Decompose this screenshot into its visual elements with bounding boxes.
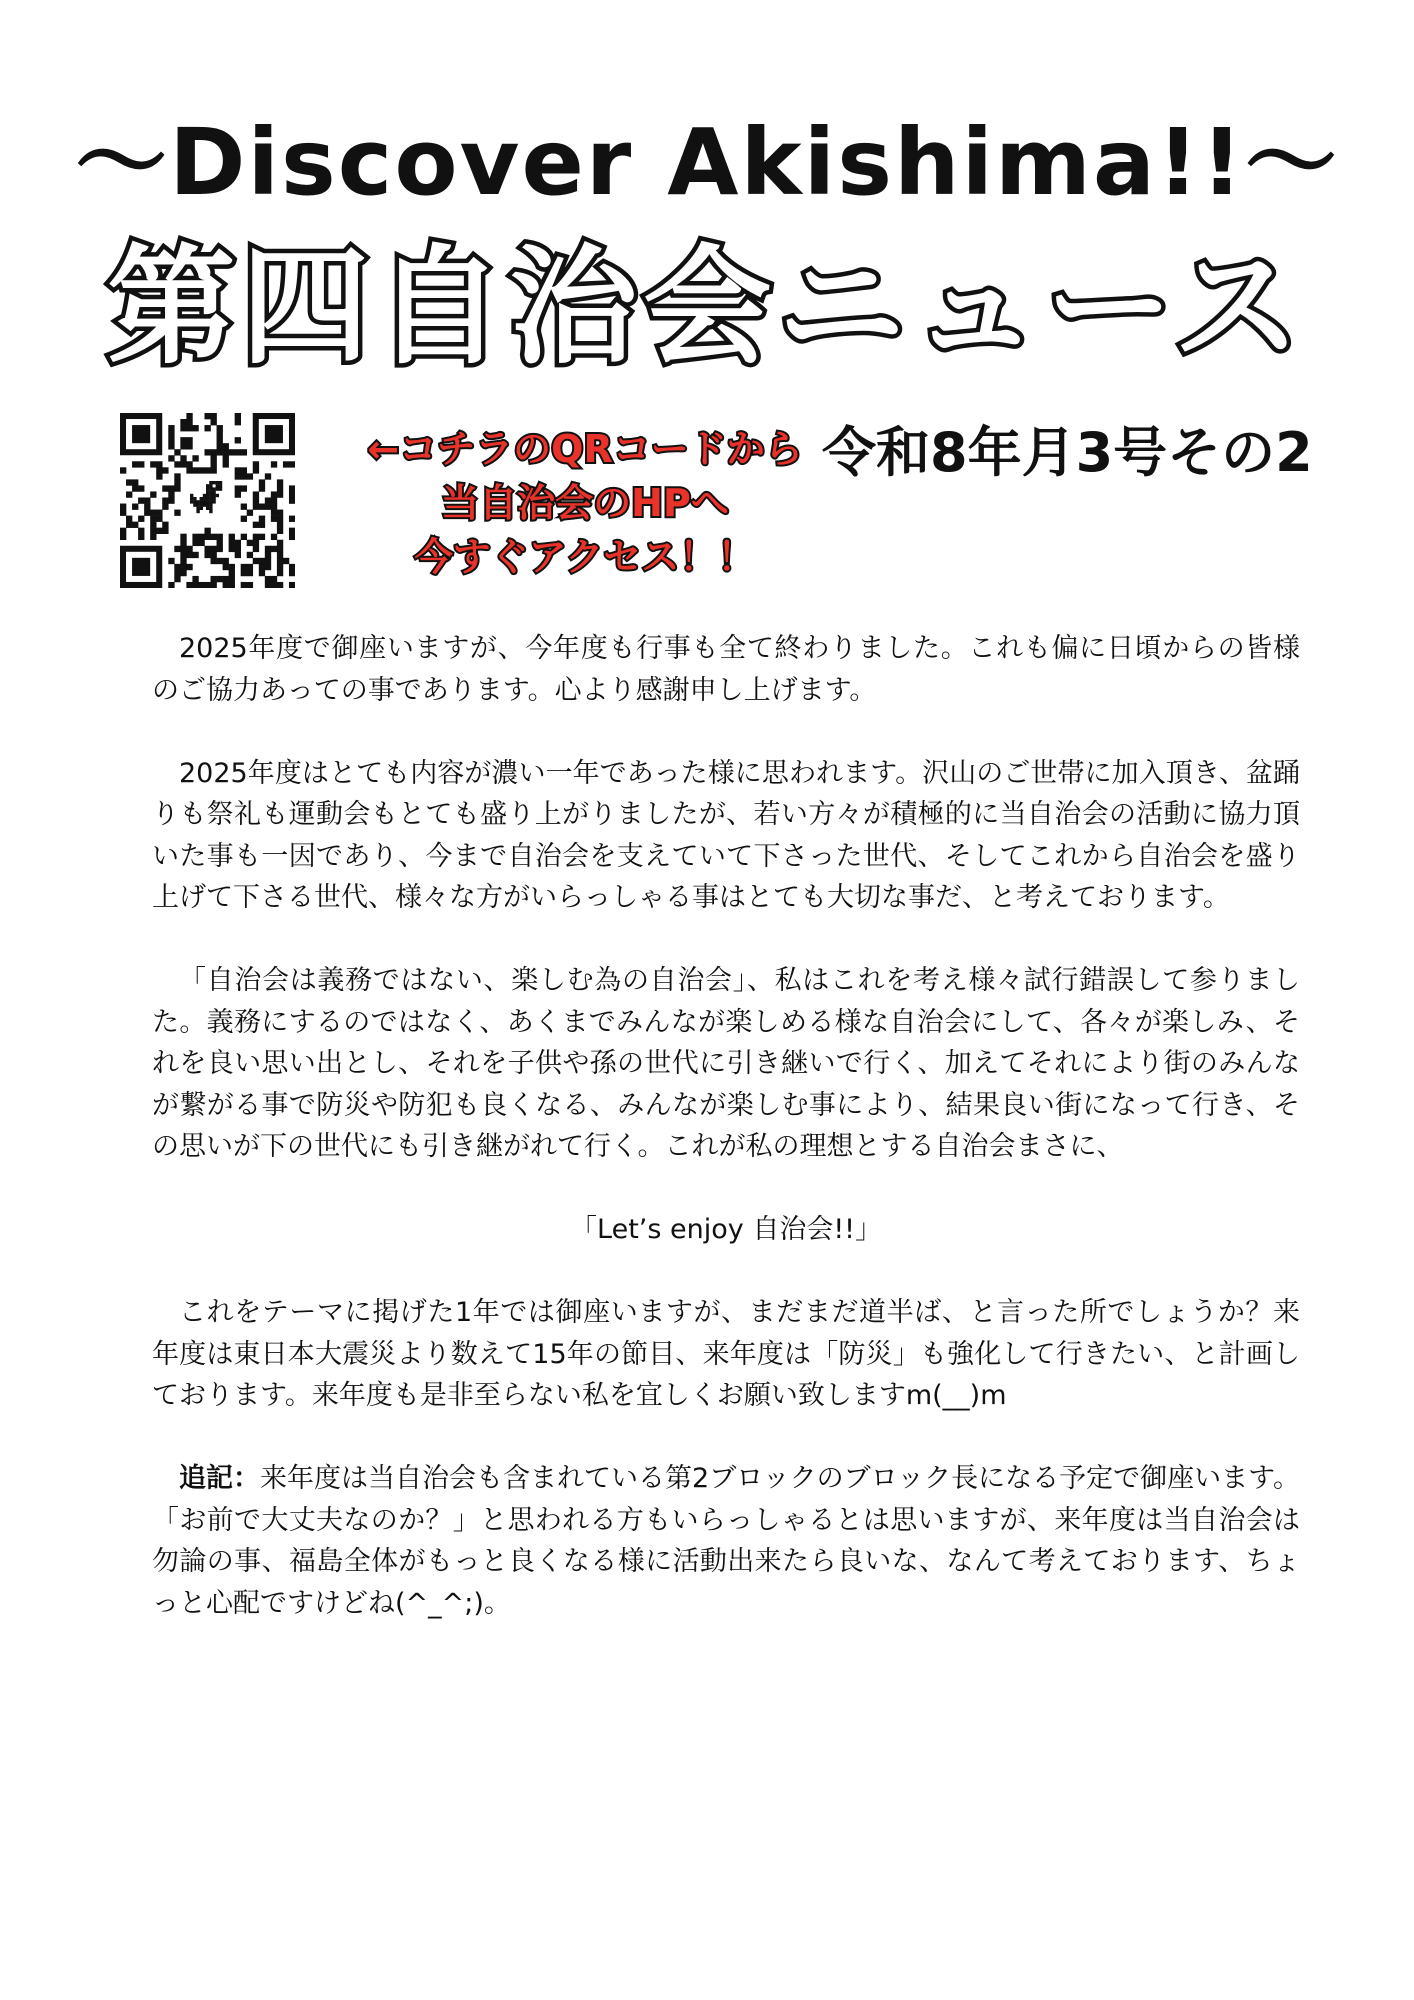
callout-line-2: 当自治会のHPへ [441, 481, 729, 525]
paragraph-4: これをテーマに掲げた1年では御座いますが、まだまだ道半ば、と言った所でしょうか？来年度は東日本大震災より数えて15年の節目、来年度は「防災」も強化して行きたい、と計画しております。来年度も是非至らない私を宜しくお願い致しますm(__)m [152, 1297, 1300, 1411]
paragraph-postscript [152, 1458, 1300, 1624]
title-japanese: 第四自治会ニュース [107, 233, 1307, 382]
slogan: 「Let’s enjoy 自治会!!」 [570, 1214, 882, 1245]
paragraph-3: 「自治会は義務ではない、楽しむ為の自治会」、私はこれを考え様々試行錯誤して参りました。義務にするのではなく、あくまでみんなが楽しめる様な自治会にして、各々が楽しみ、それを良い思い出とし、それを子供や孫の世代に引き継いで行く、加えてそれにより街のみんなが繋がる事で防災や防犯も良くなる、みんなが楽しむ事により、結果良い街になって行き、その思いが下の世代にも引き継がれて行く。これが私の理想とする自治会まさに、 [152, 965, 1300, 1162]
title-english: ～Discover Akishima!!～ [75, 109, 1339, 216]
postscript-label: 追記： [179, 1463, 261, 1494]
callout-line-3: 今すぐアクセス！！ [414, 535, 756, 579]
paragraph-2: 2025年度はとても内容が濃い一年であった様に思われます。沢山のご世帯に加入頂き、盆踊りも祭礼も運動会もとても盛り上がりましたが、若い方々が積極的に当自治会の活動に協力頂いた事も一因であり、今まで自治会を支えていて下さった世代、そしてこれから自治会を盛り上げて下さる世代、様々な方がいらっしゃる事はとても大切な事だ、と考えております。 [152, 757, 1300, 913]
qr-code[interactable] [120, 413, 295, 588]
callout-line-1: ←コチラのQRコードから [367, 427, 803, 471]
qr-code-graphic [120, 413, 295, 588]
qr-callout [360, 422, 810, 584]
postscript-text: 来年度は当自治会も含まれている第2ブロックのブロック長になる予定で御座います。「お前で大丈夫なのか？」と思われる方もいらっしゃるとは思いますが、来年度は当自治会は勿論の事、福島全体がもっと良くなる様に活動出来たら良いな、なんて考えております、ちょっと心配ですけどね(^_^;)。 [152, 1463, 1301, 1619]
paragraph-1: 2025年度で御座いますが、今年度も行事も全て終わりました。これも偏に日頃からの皆様のご協力あっての事であります。心より感謝申し上げます。 [152, 633, 1300, 706]
article-body [152, 628, 1300, 1624]
issue-label: 令和8年月3号その2 [822, 421, 1313, 484]
